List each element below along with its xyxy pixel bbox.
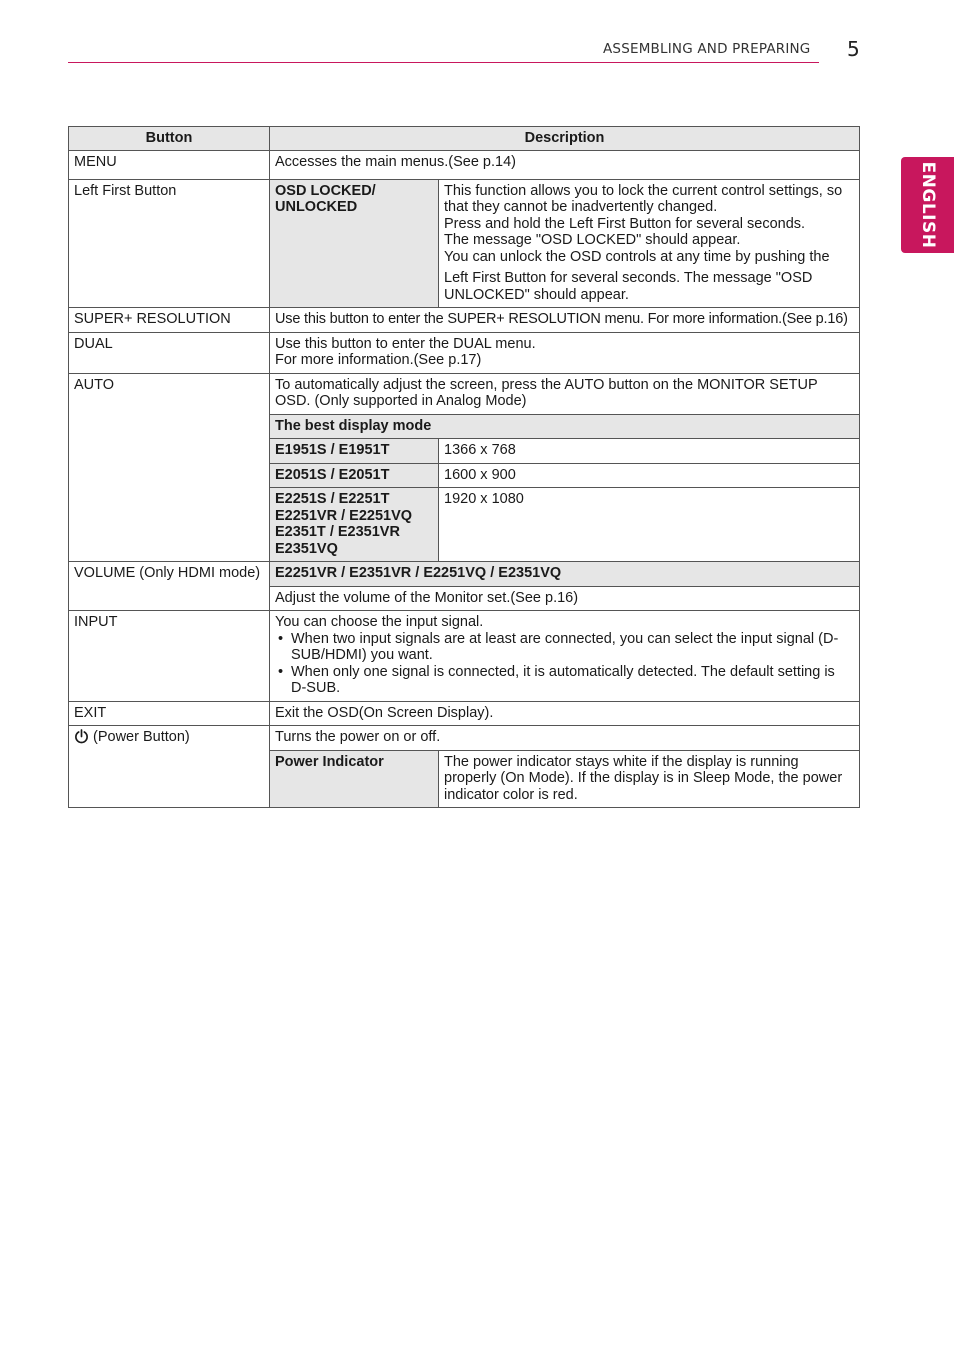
description-line: Use this button to enter the DUAL menu. xyxy=(275,335,536,352)
button-description xyxy=(270,611,860,702)
model-name: E2051S / E2051T xyxy=(270,463,439,488)
table-row xyxy=(69,562,860,587)
button-name: EXIT xyxy=(69,701,270,726)
table-row xyxy=(69,308,860,333)
button-name: SUPER+ RESOLUTION xyxy=(69,308,270,333)
model-name: E2351T / E2351VR xyxy=(275,524,400,540)
table-row xyxy=(69,332,860,373)
feature-label: OSD LOCKED/ UNLOCKED xyxy=(270,179,439,308)
button-name: Left First Button xyxy=(69,179,270,308)
language-tab-label: ENGLISH xyxy=(917,161,938,249)
power-icon xyxy=(74,729,89,749)
button-description: To automatically adjust the screen, press the AUTO button on the MONITOR SETUP OSD. (Only supported in Analog Mode) xyxy=(270,373,860,414)
description-line: Press and hold the Left First Button for several seconds. xyxy=(444,215,806,232)
page-number: 5 xyxy=(847,37,860,61)
button-description-table xyxy=(68,126,860,808)
button-name xyxy=(69,726,270,808)
button-description xyxy=(270,332,860,373)
feature-description: The power indicator stays white if the display is running properly (On Mode). If the display is in Sleep Mode, the power indicator color is red. xyxy=(439,750,860,808)
power-button-label: (Power Button) xyxy=(93,729,190,745)
description-line: You can unlock the OSD controls at any time by pushing the xyxy=(444,248,830,265)
button-name: INPUT xyxy=(69,611,270,702)
feature-label: Power Indicator xyxy=(270,750,439,808)
description-line: You can choose the input signal. xyxy=(275,614,484,630)
button-description: Exit the OSD(On Screen Display). xyxy=(270,701,860,726)
column-header-description: Description xyxy=(270,127,860,151)
description-line: This function allows you to lock the current control settings, so that they cannot be inadvertently changed. xyxy=(444,182,843,215)
model-list xyxy=(270,488,439,562)
bullet-list xyxy=(275,631,854,697)
resolution-value: 1600 x 900 xyxy=(439,463,860,488)
volume-models: E2251VR / E2351VR / E2251VQ / E2351VQ xyxy=(270,562,860,587)
feature-description xyxy=(439,179,860,308)
button-description: Turns the power on or off. xyxy=(270,726,860,751)
model-name: E2351VQ xyxy=(275,540,338,557)
table-row xyxy=(69,150,860,179)
button-description: Accesses the main menus.(See p.14) xyxy=(270,150,860,179)
button-name: DUAL xyxy=(69,332,270,373)
best-mode-header: The best display mode xyxy=(270,414,860,439)
resolution-value: 1366 x 768 xyxy=(439,439,860,464)
description-line: Left First Button for several seconds. The message "OSD UNLOCKED" should appear. xyxy=(444,270,813,303)
button-name: AUTO xyxy=(69,373,270,562)
button-name: VOLUME (Only HDMI mode) xyxy=(69,562,270,611)
table-row xyxy=(69,179,860,308)
model-name: E2251VR / E2251VQ xyxy=(275,507,413,524)
button-name: MENU xyxy=(69,150,270,179)
header-divider xyxy=(68,62,819,63)
model-name: E1951S / E1951T xyxy=(270,439,439,464)
resolution-value: 1920 x 1080 xyxy=(439,488,860,562)
list-item: • When only one signal is connected, it is automatically detected. The default setting is D-SUB. xyxy=(291,664,854,697)
model-name: E2251S / E2251T xyxy=(275,491,390,507)
table-row xyxy=(69,726,860,751)
description-line: For more information.(See p.17) xyxy=(275,352,482,368)
table-row xyxy=(69,611,860,702)
section-title: ASSEMBLING AND PREPARING xyxy=(603,41,811,57)
column-header-button: Button xyxy=(69,127,270,151)
button-description: Adjust the volume of the Monitor set.(See p.16) xyxy=(270,586,860,611)
language-tab xyxy=(901,157,954,253)
table-header-row xyxy=(69,127,860,151)
table-row xyxy=(69,373,860,414)
list-item: • When two input signals are at least are connected, you can select the input signal (D-SUB/HDMI) you want. xyxy=(291,631,854,664)
button-description: Use this button to enter the SUPER+ RESOLUTION menu. For more information.(See p.16) xyxy=(270,308,860,333)
description-line: The message "OSD LOCKED" should appear. xyxy=(444,232,741,248)
table-row xyxy=(69,701,860,726)
